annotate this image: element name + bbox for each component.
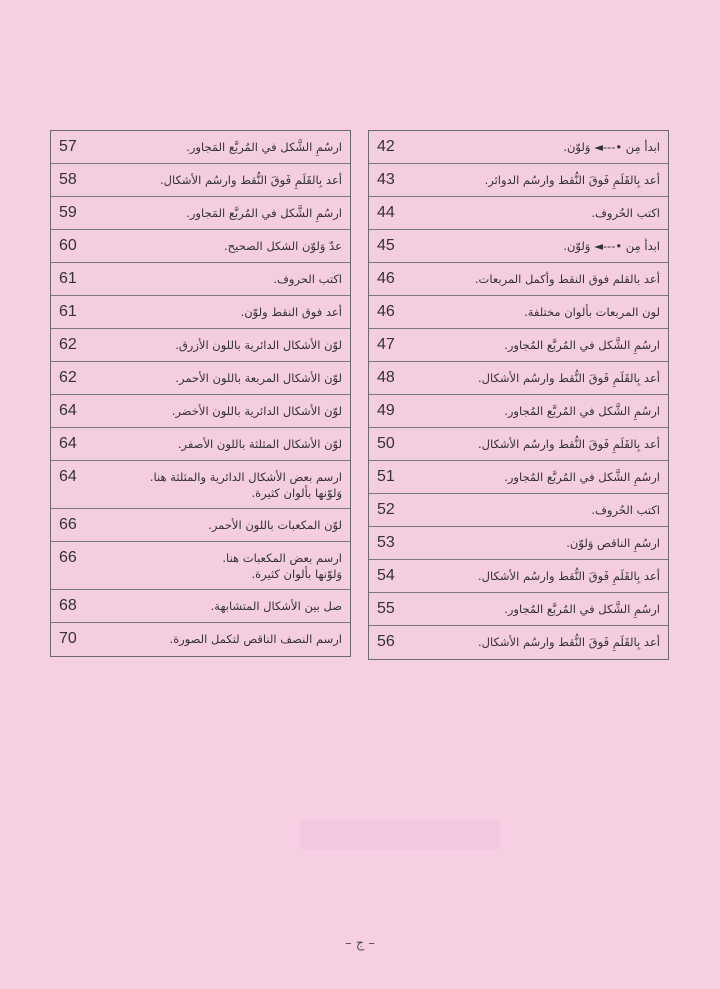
activity-title-line-2: وَلوّنها بألوان كثيرة. bbox=[251, 486, 342, 500]
page-number: 59 bbox=[59, 204, 77, 221]
toc-row bbox=[51, 395, 350, 428]
toc-row bbox=[369, 527, 668, 560]
toc-row bbox=[51, 461, 350, 509]
footer-page-label: – ج – bbox=[345, 936, 375, 951]
page-number: 47 bbox=[377, 336, 395, 353]
page-number: 61 bbox=[59, 303, 77, 320]
page-number: 50 bbox=[377, 435, 395, 452]
activity-title: ارسُمِ الشَّكل في المُربَّع المُجاور. bbox=[504, 470, 660, 484]
page-number: 58 bbox=[59, 171, 77, 188]
page-number: 64 bbox=[59, 435, 77, 452]
activity-title bbox=[89, 461, 350, 508]
activity-title: أعد بِالقَلَمِ فَوقَ النُّقط وارسُم الأشكال. bbox=[478, 437, 660, 451]
page-number: 53 bbox=[377, 534, 395, 551]
activity-title: ابدأ مِن •---◄ وَلوّن. bbox=[563, 140, 660, 154]
activity-title: لوّن الأشكال المربعة باللون الأحمر. bbox=[175, 371, 342, 385]
activity-title: ارسُمِ الناقص وَلوّن. bbox=[566, 536, 660, 550]
toc-row bbox=[369, 428, 668, 461]
activity-title: صل بين الأشكال المتشابهة. bbox=[210, 599, 342, 613]
toc-row bbox=[369, 131, 668, 164]
page-number: 62 bbox=[59, 369, 77, 386]
toc-row bbox=[369, 164, 668, 197]
toc-row bbox=[51, 131, 350, 164]
toc-row bbox=[51, 197, 350, 230]
toc-row bbox=[51, 263, 350, 296]
activity-title: لوّن الأشكال الدائرية باللون الأخضر. bbox=[171, 404, 342, 418]
page-number: 64 bbox=[59, 402, 77, 419]
activity-title: ارسُمِ الشَّكل في المُربَّع المَجاور. bbox=[186, 206, 342, 220]
toc-row bbox=[51, 296, 350, 329]
toc-row bbox=[369, 329, 668, 362]
page-number: 43 bbox=[377, 171, 395, 188]
toc-row bbox=[51, 329, 350, 362]
activity-title: اكتب الحُروف. bbox=[591, 206, 660, 220]
page-number: 57 bbox=[59, 138, 77, 155]
activity-title: اكتب الحُروف. bbox=[591, 503, 660, 517]
page-number: 44 bbox=[377, 204, 395, 221]
activity-title: أعد بِالقَلَمِ فَوقَ النُّقط وارسُم الأشكال. bbox=[478, 569, 660, 583]
toc-row bbox=[369, 593, 668, 626]
toc-row bbox=[51, 230, 350, 263]
activity-title: أعد بالقلم فوق النقط وأكمل المربعات. bbox=[474, 272, 660, 286]
toc-row bbox=[369, 560, 668, 593]
activity-title: ارسُمِ الشَّكل في المُربَّع المَجاور. bbox=[186, 140, 342, 154]
toc-row bbox=[51, 509, 350, 542]
toc-row bbox=[369, 230, 668, 263]
page-number: 48 bbox=[377, 369, 395, 386]
toc-row bbox=[369, 197, 668, 230]
toc-row bbox=[51, 362, 350, 395]
activity-title: لوّن الأشكال الدائرية باللون الأزرق. bbox=[175, 338, 342, 352]
activity-title: اكتب الحروف. bbox=[273, 272, 342, 286]
toc-row bbox=[369, 362, 668, 395]
activity-title: عدّ وَلوّن الشكل الصحيح. bbox=[224, 239, 342, 253]
page-number: 60 bbox=[59, 237, 77, 254]
activity-title: ارسُمِ الشَّكل في المُربَّع المُجاور. bbox=[504, 338, 660, 352]
page-number: 52 bbox=[377, 501, 395, 518]
toc-table-left bbox=[50, 130, 351, 657]
toc-row bbox=[369, 626, 668, 659]
toc-row bbox=[369, 461, 668, 494]
page-number: 64 bbox=[59, 468, 77, 485]
toc-row bbox=[51, 164, 350, 197]
activity-title: أعد بِالقَلَمِ فَوقَ النُّقط وارسُم الدوائر. bbox=[484, 173, 660, 187]
activity-title-line-2: وَلوّنها بألوان كثيرة. bbox=[251, 567, 342, 581]
activity-title-line-1: ارسم بعض المكعبات هنا. bbox=[222, 551, 342, 565]
toc-row bbox=[51, 590, 350, 623]
faded-bleedthrough-text bbox=[300, 820, 500, 850]
activity-title: لوّن الأشكال المثلثة باللون الأصفر. bbox=[177, 437, 342, 451]
activity-title: لوّن المكعبات باللون الأحمر. bbox=[208, 518, 342, 532]
activity-title: أعد فوق النقط ولوّن. bbox=[240, 305, 342, 319]
page-number: 51 bbox=[377, 468, 395, 485]
page-number: 56 bbox=[377, 633, 395, 650]
page-number: 45 bbox=[377, 237, 395, 254]
page-number: 42 bbox=[377, 138, 395, 155]
toc-row bbox=[369, 296, 668, 329]
activity-title: أعد بِالقَلَمِ فَوقَ النُّقط وارسُم الأشكال. bbox=[478, 635, 660, 649]
page-number: 70 bbox=[59, 630, 77, 647]
activity-title: ابدأ مِن •---◄ وَلوّن. bbox=[563, 239, 660, 253]
page-number: 62 bbox=[59, 336, 77, 353]
page-number: 68 bbox=[59, 597, 77, 614]
toc-row bbox=[369, 395, 668, 428]
page-number: 66 bbox=[59, 549, 77, 566]
toc-row bbox=[369, 494, 668, 527]
toc-row bbox=[369, 263, 668, 296]
page-number: 54 bbox=[377, 567, 395, 584]
page-number: 55 bbox=[377, 600, 395, 617]
activity-title: أعد بِالقَلَمِ فَوقَ النُّقط وارسُم الأشكال. bbox=[160, 173, 342, 187]
activity-title: ارسم النصف الناقص لتكمل الصورة. bbox=[169, 632, 342, 646]
activity-title: ارسُمِ الشَّكل في المُربَّع المُجاور. bbox=[504, 602, 660, 616]
toc-table-right bbox=[368, 130, 669, 660]
toc-row bbox=[51, 542, 350, 590]
page-number: 49 bbox=[377, 402, 395, 419]
toc-row bbox=[51, 428, 350, 461]
page-number: 46 bbox=[377, 270, 395, 287]
activity-title: لون المربعات بألوان مختلفة. bbox=[524, 305, 660, 319]
page-number: 46 bbox=[377, 303, 395, 320]
activity-title bbox=[89, 542, 350, 589]
page-number: 61 bbox=[59, 270, 77, 287]
activity-title: أعد بِالقَلَمِ فَوقَ النُّقط وارسُم الأشكال. bbox=[478, 371, 660, 385]
toc-row bbox=[51, 623, 350, 656]
activity-title-line-1: ارسم بعض الأشكال الدائرية والمثلثة هنا. bbox=[149, 470, 342, 484]
activity-title: ارسُمِ الشَّكل في المُربَّع المُجاور. bbox=[504, 404, 660, 418]
page-number: 66 bbox=[59, 516, 77, 533]
